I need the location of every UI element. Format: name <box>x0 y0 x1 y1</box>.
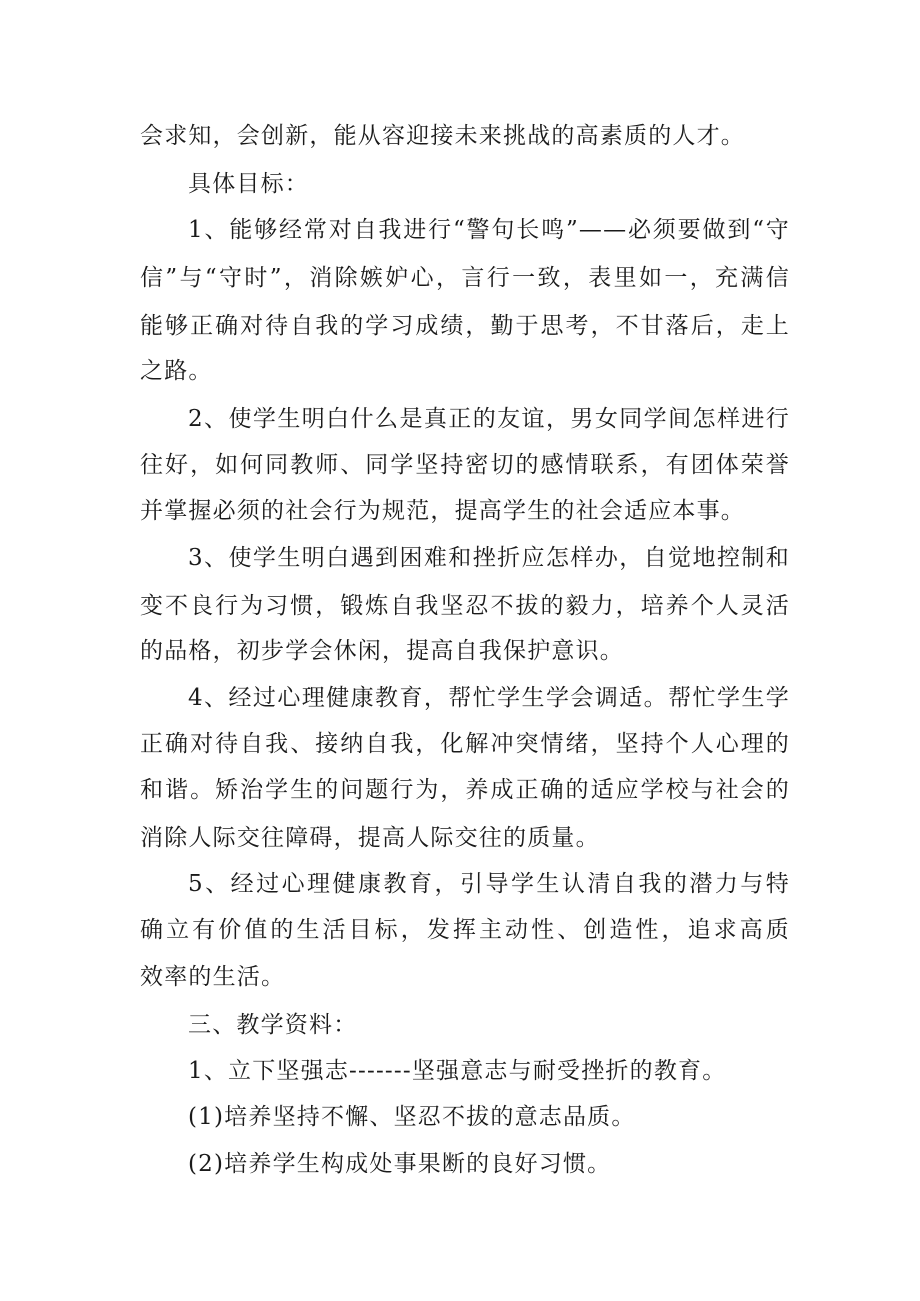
text-line: 消除人际交往障碍，提高人际交往的质量。 <box>140 825 600 851</box>
text-line: 之路。 <box>140 358 213 384</box>
text-line: 的品格，初步学会休闲，提高自我保护意识。 <box>140 638 624 664</box>
text-line: 2、使学生明白什么是真正的友谊，男女同学间怎样进行 <box>188 406 790 432</box>
text-line: 确立有价值的生活目标，发挥主动性、创造性，追求高质 <box>140 917 790 943</box>
text-line: 1、立下坚强志-------坚强意志与耐受挫折的教育。 <box>188 1058 727 1084</box>
text-line: 往好，如何同教师、同学坚持密切的感情联系，有团体荣誉 <box>140 452 790 478</box>
text-line: 并掌握必须的社会行为规范，提高学生的社会适应本事。 <box>140 498 745 524</box>
text-line: 4、经过心理健康教育，帮忙学生学会调适。帮忙学生学 <box>188 685 790 711</box>
text-line: 会求知，会创新，能从容迎接未来挑战的高素质的人才。 <box>140 123 745 149</box>
text-line: 1、能够经常对自我进行“警句长鸣”——必须要做到“守 <box>188 217 790 243</box>
text-line: 效率的生活。 <box>140 964 286 990</box>
section-heading: 三、教学资料： <box>188 1012 358 1038</box>
text-line: 和谐。矫治学生的问题行为，养成正确的适应学校与社会的 <box>140 777 790 803</box>
text-line: (2)培养学生构成处事果断的良好习惯。 <box>188 1151 612 1177</box>
text-line: (1)培养坚持不懈、坚忍不拔的意志品质。 <box>188 1104 636 1130</box>
text-line: 变不良行为习惯，锻炼自我坚忍不拔的毅力，培养个人灵活 <box>140 593 790 619</box>
text-line: 信”与“守时”，消除嫉妒心，言行一致，表里如一，充满信 <box>140 265 790 291</box>
text-line: 能够正确对待自我的学习成绩，勤于思考，不甘落后，走上 <box>140 313 790 339</box>
text-line: 3、使学生明白遇到困难和挫折应怎样办，自觉地控制和 <box>188 545 790 571</box>
text-line: 5、经过心理健康教育，引导学生认清自我的潜力与特 <box>188 871 790 897</box>
text-line: 正确对待自我、接纳自我，化解冲突情绪，坚持个人心理的 <box>140 731 790 757</box>
section-heading: 具体目标： <box>188 171 309 197</box>
